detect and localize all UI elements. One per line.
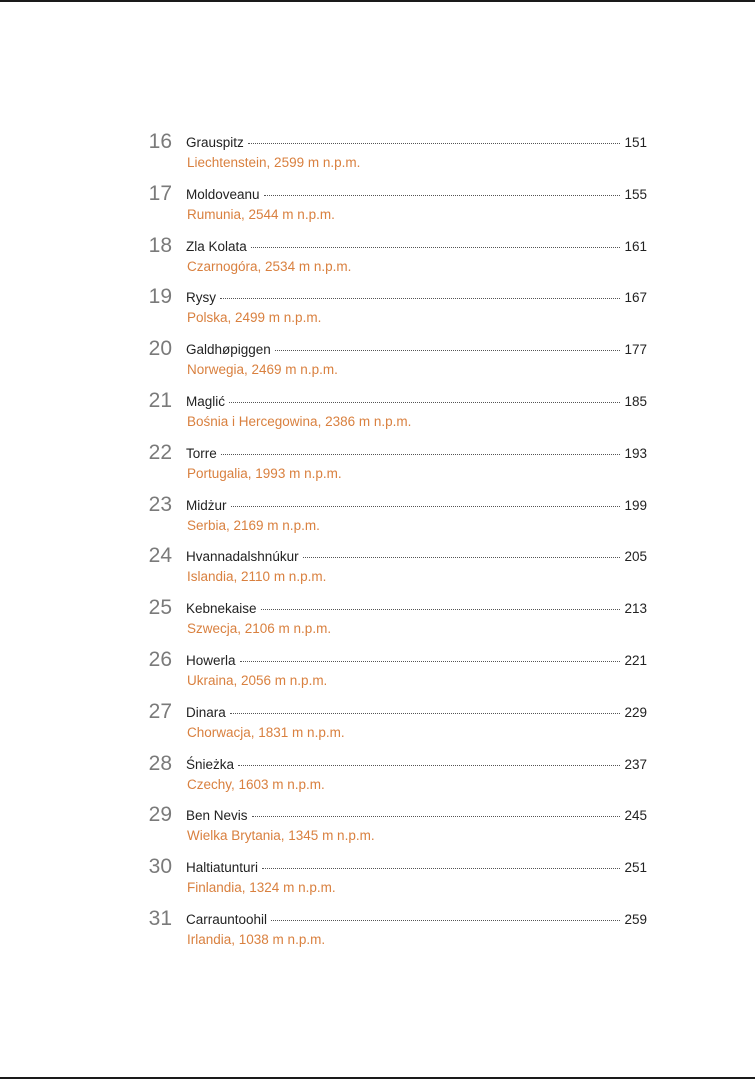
toc-entry[interactable] xyxy=(0,596,755,648)
entry-page: 185 xyxy=(624,393,647,409)
entry-page: 177 xyxy=(624,342,647,358)
entry-name: Hvannadalshnúkur xyxy=(186,549,299,565)
entry-subtitle: Chorwacja, 1831 m n.p.m. xyxy=(187,724,345,740)
entry-number: 30 xyxy=(148,855,172,879)
dot-leader xyxy=(303,556,621,558)
entry-line xyxy=(186,653,647,671)
entry-page: 251 xyxy=(624,860,647,876)
entry-name: Maglić xyxy=(186,393,226,409)
entry-line xyxy=(186,912,647,930)
entry-page: 155 xyxy=(624,186,647,202)
entry-name: Kebnekaise xyxy=(186,601,257,617)
entry-page: 199 xyxy=(624,497,647,513)
dot-leader xyxy=(271,919,620,921)
entry-line xyxy=(186,187,647,205)
entry-name: Zla Kolata xyxy=(186,238,247,254)
entry-number: 24 xyxy=(148,544,172,568)
entry-name: Carrauntoohil xyxy=(186,911,268,927)
entry-line xyxy=(186,860,647,878)
entry-line xyxy=(186,446,647,464)
entry-number: 28 xyxy=(148,751,172,775)
entry-line xyxy=(186,498,647,516)
entry-name: Dinara xyxy=(186,704,226,720)
entry-subtitle: Wielka Brytania, 1345 m n.p.m. xyxy=(187,828,375,844)
entry-subtitle: Rumunia, 2544 m n.p.m. xyxy=(187,206,335,222)
entry-line xyxy=(186,394,647,412)
entry-number: 31 xyxy=(148,906,172,930)
entry-page: 229 xyxy=(624,704,647,720)
entry-subtitle: Bośnia i Hercegowina, 2386 m n.p.m. xyxy=(187,413,412,429)
entry-page: 259 xyxy=(624,911,647,927)
top-rule xyxy=(0,0,755,2)
entry-subtitle: Irlandia, 1038 m n.p.m. xyxy=(187,931,326,947)
bottom-rule xyxy=(0,1077,755,1079)
entry-subtitle: Islandia, 2110 m n.p.m. xyxy=(187,569,327,585)
entry-line xyxy=(186,705,647,723)
entry-number: 29 xyxy=(148,803,172,827)
entry-name: Ben Nevis xyxy=(186,808,248,824)
entry-page: 237 xyxy=(624,756,647,772)
dot-leader xyxy=(220,297,620,299)
dot-leader xyxy=(229,401,620,403)
dot-leader xyxy=(275,349,621,351)
table-of-contents xyxy=(0,130,755,959)
entry-line xyxy=(186,601,647,619)
entry-name: Galdhøpiggen xyxy=(186,342,271,358)
toc-entry[interactable] xyxy=(0,855,755,907)
entry-name: Midżur xyxy=(186,497,227,513)
entry-page: 213 xyxy=(624,601,647,617)
entry-number: 21 xyxy=(148,388,172,412)
entry-subtitle: Finlandia, 1324 m n.p.m. xyxy=(187,880,336,896)
entry-line xyxy=(186,342,647,360)
entry-name: Howerla xyxy=(186,652,236,668)
toc-entry[interactable] xyxy=(0,285,755,337)
entry-subtitle: Szwecja, 2106 m n.p.m. xyxy=(187,621,332,637)
entry-page: 151 xyxy=(624,135,647,150)
dot-leader xyxy=(238,764,620,766)
entry-number: 16 xyxy=(148,130,172,153)
entry-subtitle: Czarnogóra, 2534 m n.p.m. xyxy=(187,258,352,274)
entry-page: 193 xyxy=(624,445,647,461)
entry-number: 27 xyxy=(148,699,172,723)
entry-number: 18 xyxy=(148,233,172,257)
entry-subtitle: Polska, 2499 m n.p.m. xyxy=(187,310,322,326)
dot-leader xyxy=(221,453,621,455)
entry-line xyxy=(186,290,647,308)
dot-leader xyxy=(262,867,620,869)
entry-page: 245 xyxy=(624,808,647,824)
entry-name: Rysy xyxy=(186,290,216,306)
toc-entry[interactable] xyxy=(0,648,755,700)
entry-line xyxy=(186,757,647,775)
entry-subtitle: Czechy, 1603 m n.p.m. xyxy=(187,776,325,792)
toc-entry[interactable] xyxy=(0,907,755,959)
toc-entry[interactable] xyxy=(0,182,755,234)
dot-leader xyxy=(240,660,621,662)
entry-name: Moldoveanu xyxy=(186,186,260,202)
entry-page: 161 xyxy=(624,238,647,254)
dot-leader xyxy=(261,608,621,610)
toc-entry[interactable] xyxy=(0,234,755,286)
entry-number: 19 xyxy=(148,285,172,309)
entry-number: 26 xyxy=(148,647,172,671)
toc-entry[interactable] xyxy=(0,493,755,545)
toc-entry[interactable] xyxy=(0,544,755,596)
entry-number: 20 xyxy=(148,337,172,361)
entry-subtitle: Serbia, 2169 m n.p.m. xyxy=(187,517,320,533)
toc-entry[interactable] xyxy=(0,337,755,389)
entry-name: Śnieżka xyxy=(186,756,235,772)
toc-entry[interactable] xyxy=(0,752,755,804)
dot-leader xyxy=(251,246,621,248)
entry-name: Grauspitz xyxy=(186,135,244,150)
dot-leader xyxy=(230,712,621,714)
entry-number: 23 xyxy=(148,492,172,516)
entry-name: Torre xyxy=(186,445,217,461)
entry-subtitle: Ukraina, 2056 m n.p.m. xyxy=(187,672,328,688)
entry-line xyxy=(186,549,647,567)
toc-entry[interactable] xyxy=(0,389,755,441)
toc-entry[interactable] xyxy=(0,130,755,182)
entry-page: 205 xyxy=(624,549,647,565)
dot-leader xyxy=(231,505,621,507)
toc-entry[interactable] xyxy=(0,700,755,752)
dot-leader xyxy=(264,194,621,196)
entry-subtitle: Norwegia, 2469 m n.p.m. xyxy=(187,362,338,378)
entry-number: 25 xyxy=(148,596,172,620)
entry-name: Haltiatunturi xyxy=(186,860,259,876)
entry-page: 221 xyxy=(624,652,647,668)
entry-line xyxy=(186,239,647,257)
entry-line xyxy=(186,135,647,153)
entry-line xyxy=(186,808,647,826)
dot-leader xyxy=(248,142,621,144)
entry-subtitle: Portugalia, 1993 m n.p.m. xyxy=(187,465,342,481)
dot-leader xyxy=(252,815,621,817)
entry-number: 22 xyxy=(148,440,172,464)
toc-entry[interactable] xyxy=(0,441,755,493)
toc-entry[interactable] xyxy=(0,803,755,855)
entry-number: 17 xyxy=(148,181,172,205)
entry-subtitle: Liechtenstein, 2599 m n.p.m. xyxy=(187,155,361,170)
entry-page: 167 xyxy=(624,290,647,306)
